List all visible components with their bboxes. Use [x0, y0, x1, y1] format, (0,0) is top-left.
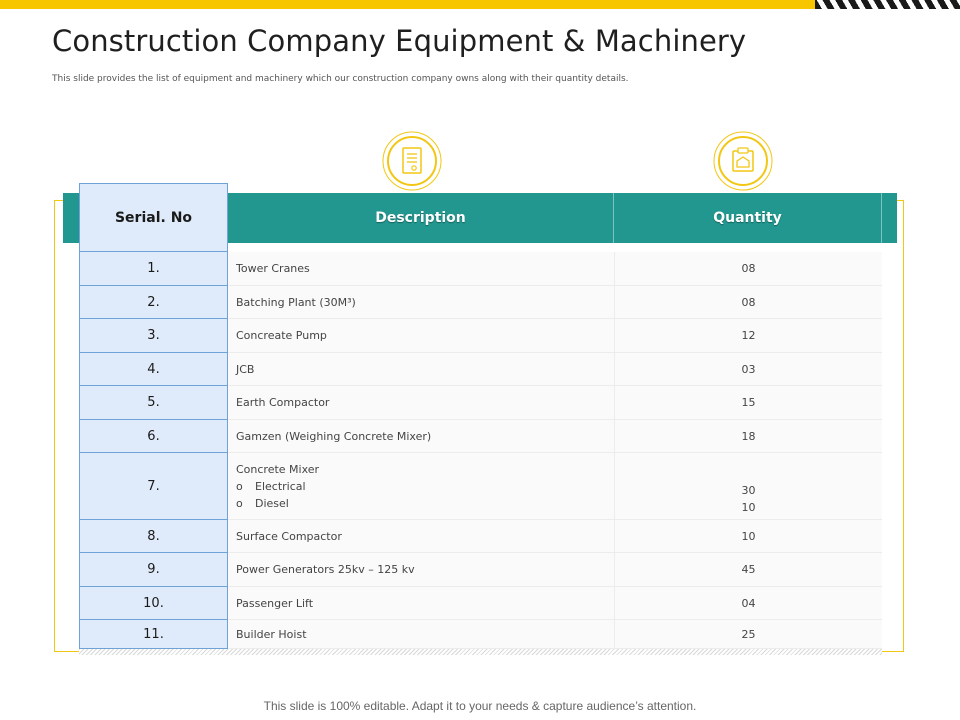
header-description: Description [228, 193, 614, 243]
row-quantity [614, 453, 882, 520]
row-description: Power Generators 25kv – 125 kv [228, 553, 614, 587]
page-subtitle: This slide provides the list of equipment and machinery which our construction company owns along with their quantity details. [52, 74, 629, 84]
footer-note: This slide is 100% editable. Adapt it to your needs & capture audience’s attention. [263, 699, 697, 713]
row-description: Passenger Lift [228, 587, 614, 620]
row-serial: 6. [79, 420, 228, 453]
sub-item-label: Electrical [255, 479, 306, 493]
row-description: Earth Compactor [228, 386, 614, 420]
clipboard-icon [713, 131, 773, 191]
row-quantity: 04 [614, 587, 882, 620]
row-description: Gamzen (Weighing Concrete Mixer) [228, 420, 614, 453]
row-serial: 3. [79, 319, 228, 353]
row-quantity: 08 [614, 252, 882, 286]
row-serial: 1. [79, 252, 228, 286]
row-serial: 7. [79, 453, 228, 520]
row-description [228, 453, 614, 520]
bullet-marker: o [236, 496, 243, 510]
row-description: Batching Plant (30M³) [228, 286, 614, 319]
document-icon [382, 131, 442, 191]
table-bottom-hatch [79, 649, 882, 655]
page-title: Construction Company Equipment & Machinery [52, 24, 747, 58]
row-serial: 2. [79, 286, 228, 319]
sub-item [236, 478, 306, 495]
row-quantity: 03 [614, 353, 882, 386]
bullet-marker: o [236, 479, 243, 493]
row-serial: 4. [79, 353, 228, 386]
row-description: Tower Cranes [228, 252, 614, 286]
row-quantity: 45 [614, 553, 882, 587]
hazard-stripe [815, 0, 960, 9]
row-description: Builder Hoist [228, 620, 614, 649]
row-quantity: 25 [614, 620, 882, 649]
sub-item-label: Diesel [255, 496, 289, 510]
row-serial: 10. [79, 587, 228, 620]
sub-item-quantity: 30 [741, 484, 756, 497]
header-serial-no: Serial. No [79, 183, 228, 252]
row-description: Surface Compactor [228, 520, 614, 553]
sub-item-quantity: 10 [741, 501, 756, 514]
row-quantity: 18 [614, 420, 882, 453]
row-description: Concreate Pump [228, 319, 614, 353]
header-quantity: Quantity [614, 193, 882, 243]
row-description: JCB [228, 353, 614, 386]
row-quantity: 08 [614, 286, 882, 319]
row-serial: 8. [79, 520, 228, 553]
row-serial: 9. [79, 553, 228, 587]
row-serial: 11. [79, 620, 228, 649]
row-quantity: 15 [614, 386, 882, 420]
row-quantity: 10 [614, 520, 882, 553]
row-quantity: 12 [614, 319, 882, 353]
row-serial: 5. [79, 386, 228, 420]
row-description-main: Concrete Mixer [236, 462, 320, 476]
sub-item [236, 495, 289, 512]
